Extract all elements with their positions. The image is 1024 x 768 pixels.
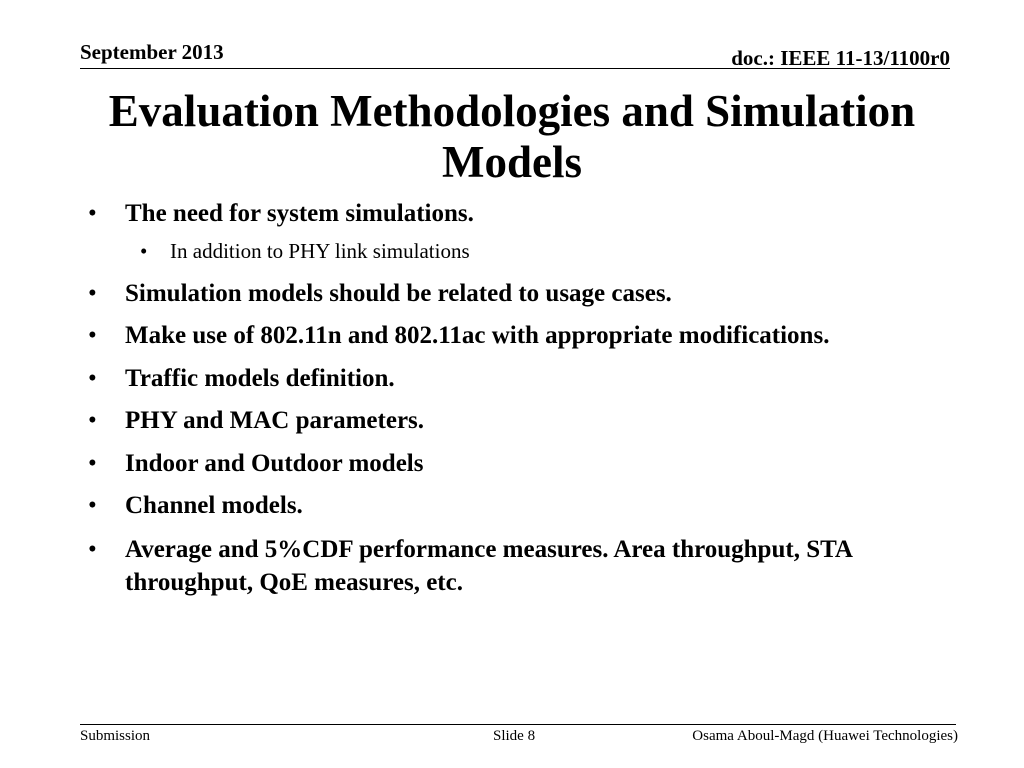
bullet-item bbox=[88, 319, 948, 352]
bullet-item bbox=[88, 447, 948, 480]
sub-bullet-marker: • bbox=[140, 239, 148, 263]
bullet-item bbox=[88, 197, 948, 230]
bullet-marker: • bbox=[88, 200, 97, 227]
bullet-text: Simulation models should be related to usage cases. bbox=[125, 280, 672, 307]
bullet-item bbox=[88, 489, 948, 522]
bullet-text: Traffic models definition. bbox=[125, 365, 395, 392]
bullet-text: PHY and MAC parameters. bbox=[125, 407, 425, 434]
bullet-marker: • bbox=[88, 407, 97, 434]
bullet-item bbox=[88, 404, 948, 437]
footer-slide-number: Slide 8 bbox=[493, 728, 536, 744]
bullet-marker: • bbox=[88, 492, 97, 519]
bullet-marker: • bbox=[88, 450, 97, 477]
sub-bullet-item bbox=[140, 237, 940, 265]
bullet-item bbox=[88, 533, 888, 599]
header-doc-id: doc.: IEEE 11-13/1100r0 bbox=[731, 46, 950, 70]
footer-divider bbox=[80, 724, 956, 725]
bullet-text: Channel models. bbox=[125, 492, 303, 519]
bullet-marker: • bbox=[88, 322, 97, 349]
bullet-text: Make use of 802.11n and 802.11ac with appropriate modifications. bbox=[125, 322, 830, 349]
bullet-text: Indoor and Outdoor models bbox=[125, 450, 424, 477]
footer-author: Osama Aboul-Magd (Huawei Technologies) bbox=[692, 728, 958, 744]
footer-submission: Submission bbox=[80, 728, 151, 744]
bullet-marker: • bbox=[88, 280, 97, 307]
bullet-item bbox=[88, 362, 948, 395]
header-divider bbox=[80, 68, 950, 69]
bullet-item bbox=[88, 277, 948, 310]
slide-title: Evaluation Methodologies and Simulation Models bbox=[108, 86, 916, 187]
header-date: September 2013 bbox=[80, 40, 224, 64]
sub-bullet-text: In addition to PHY link simulations bbox=[170, 239, 470, 263]
bullet-text: Average and 5%CDF performance measures. Area throughput, STA throughput, QoE measures, etc. bbox=[125, 536, 852, 596]
bullet-marker: • bbox=[88, 536, 97, 563]
bullet-text: The need for system simulations. bbox=[125, 200, 474, 227]
bullet-marker: • bbox=[88, 365, 97, 392]
